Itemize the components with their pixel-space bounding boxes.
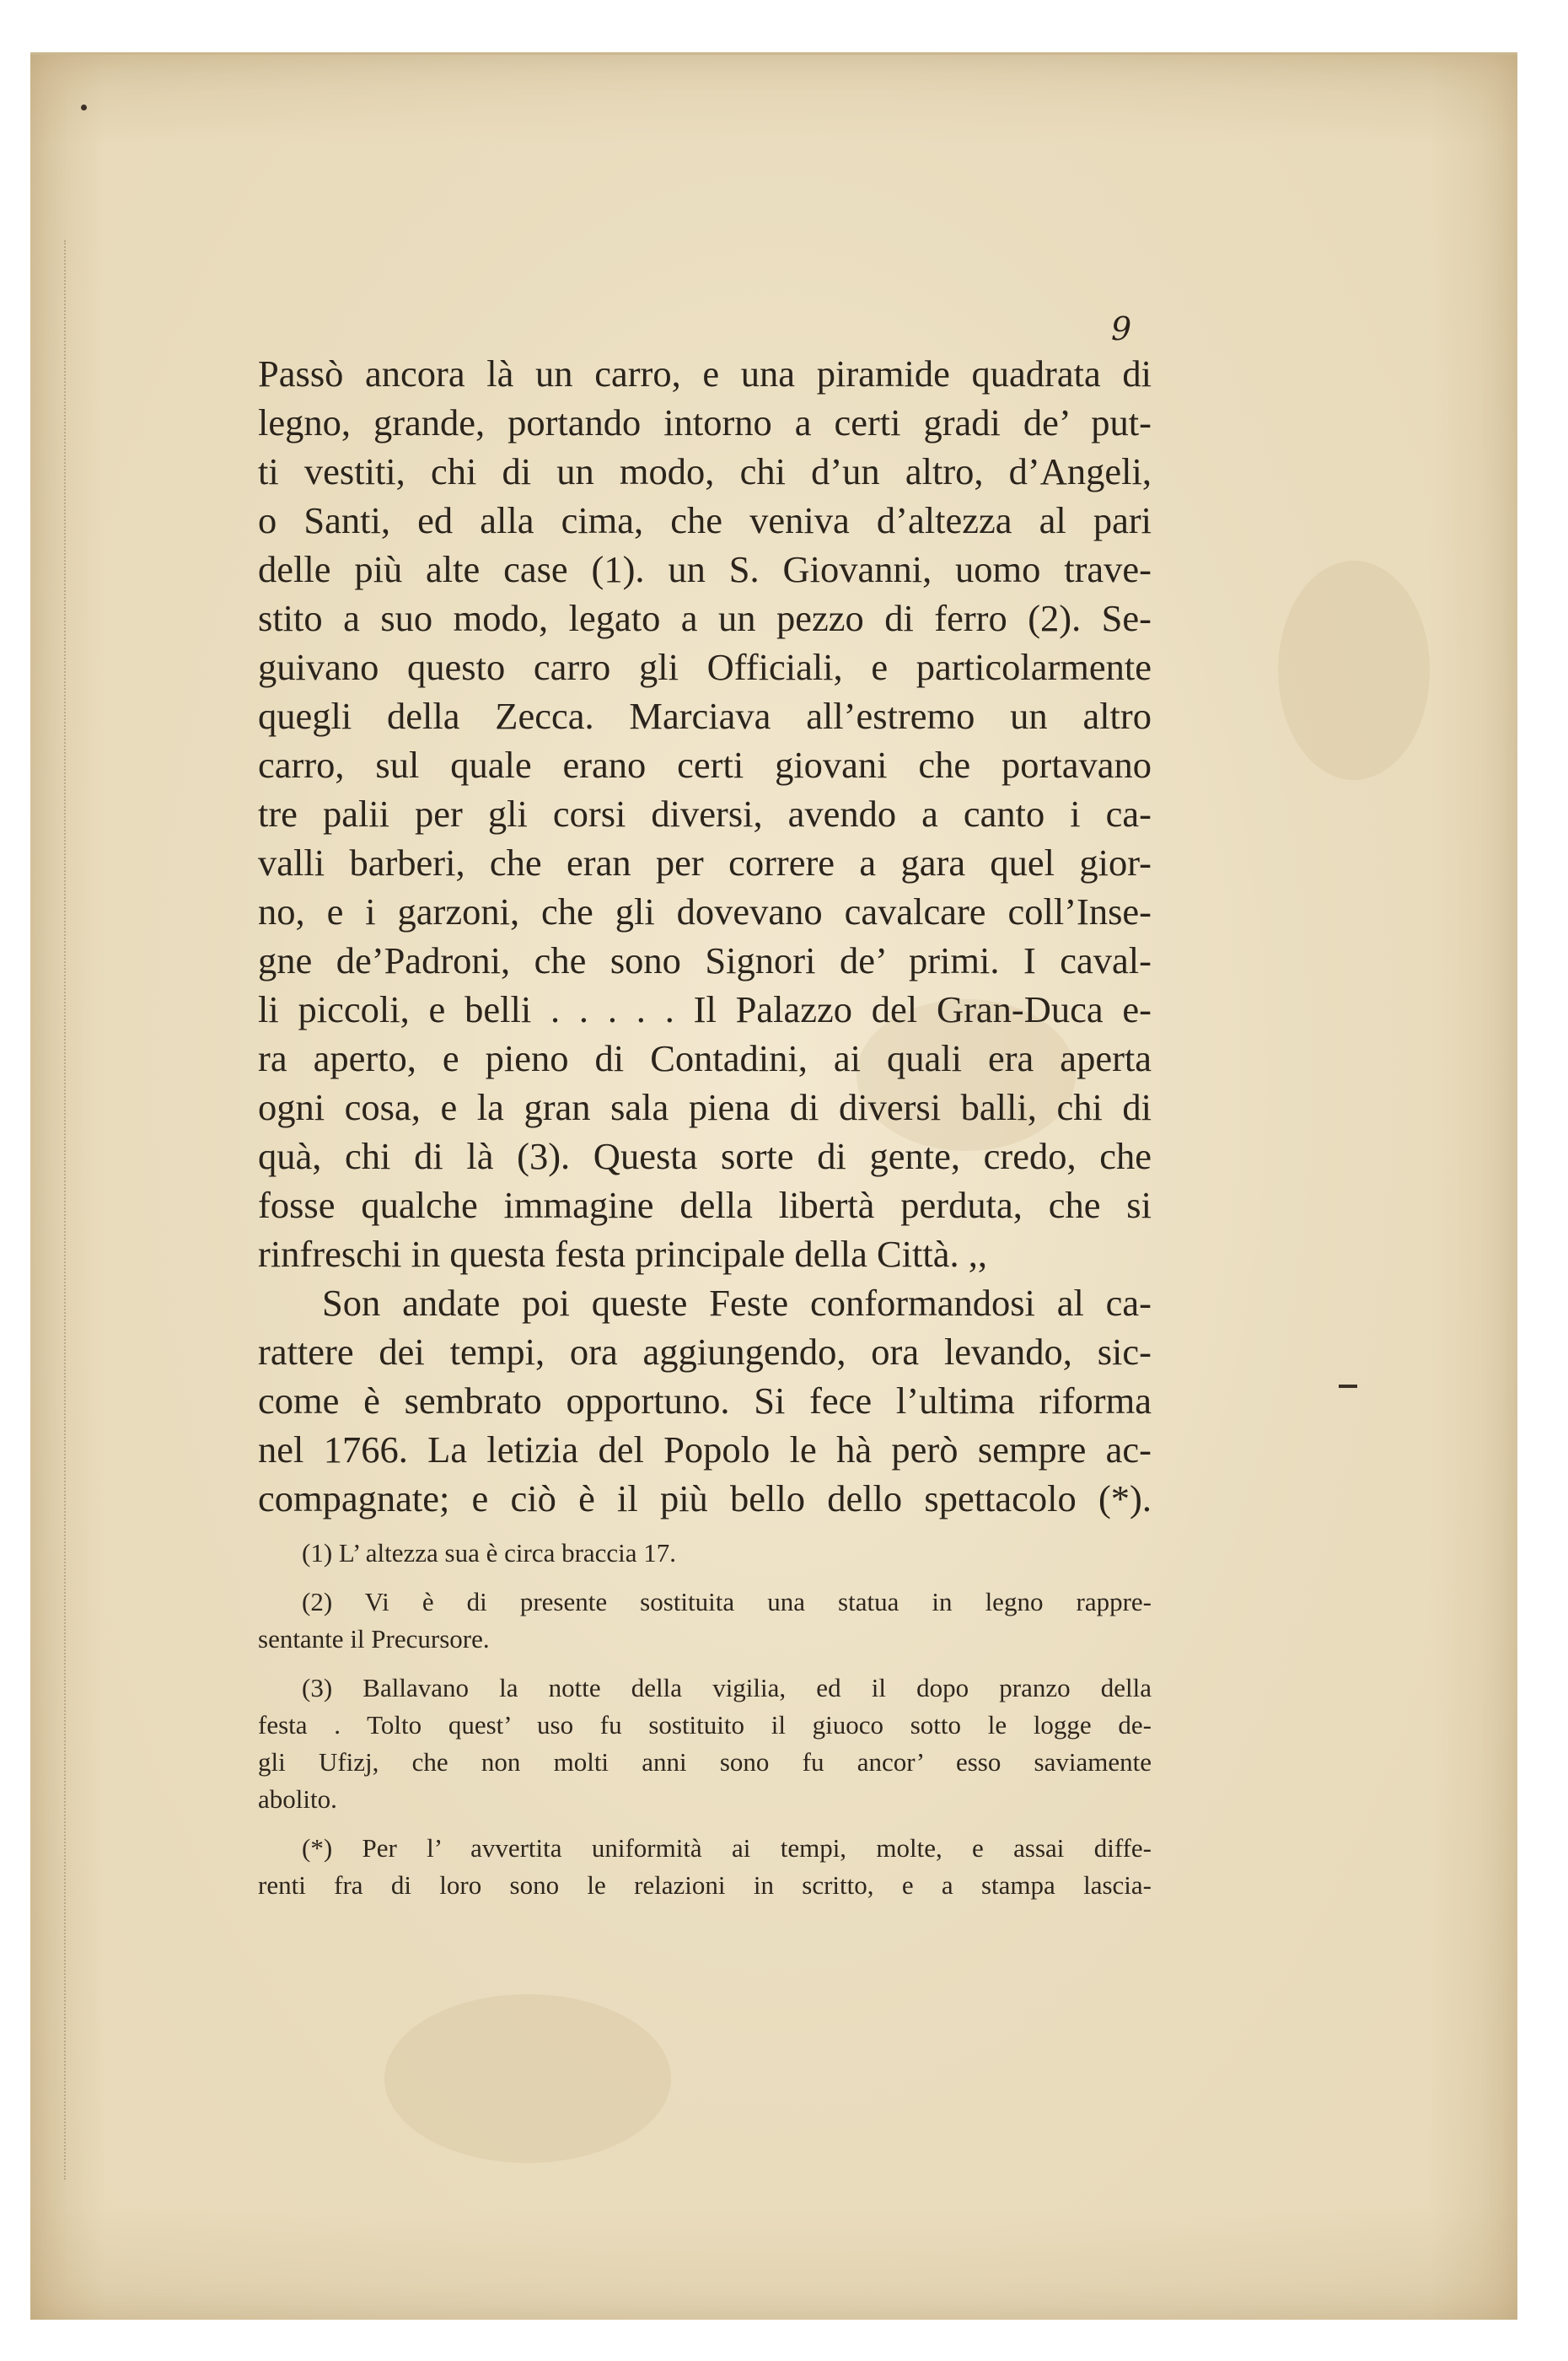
body-line: guivano questo carro gli Officiali, e particolarmente bbox=[258, 646, 1152, 688]
body-line: ra aperto, e pieno di Contadini, ai quali era aperta bbox=[258, 1037, 1152, 1079]
body-line: li piccoli, e belli . . . . . Il Palazzo del Gran-Duca e- bbox=[258, 988, 1152, 1030]
body-line: ti vestiti, chi di un modo, chi d’un altro, d’Angeli, bbox=[258, 450, 1152, 492]
binding-edge bbox=[64, 240, 78, 2180]
body-line: legno, grande, portando intorno a certi gradi de’ put- bbox=[258, 401, 1152, 444]
footnote-line: (2) Vi è di presente sostituita una statua in legno rappre- bbox=[302, 1587, 1152, 1616]
footnote-line: (1) L’ altezza sua è circa braccia 17. bbox=[302, 1538, 677, 1568]
footnote-line: festa . Tolto quest’ uso fu sostituito il giuoco sotto le logge de- bbox=[258, 1710, 1152, 1740]
paper-stain bbox=[1278, 561, 1430, 780]
paper-stain bbox=[384, 1994, 671, 2163]
body-text bbox=[258, 349, 1152, 1523]
page-number: 9 bbox=[1111, 310, 1132, 347]
footnote-3 bbox=[258, 1670, 1152, 1818]
body-line: nel 1766. La letizia del Popolo le hà però sempre ac- bbox=[258, 1428, 1152, 1471]
body-line: Passò ancora là un carro, e una piramide quadrata di bbox=[258, 352, 1152, 395]
footnote-line: (3) Ballavano la notte della vigilia, ed il dopo pranzo della bbox=[302, 1673, 1152, 1702]
footnote-4 bbox=[258, 1830, 1152, 1904]
body-line: compagnate; e ciò è il più bello dello spettacolo (*). bbox=[258, 1477, 1152, 1519]
body-line: valli barberi, che eran per correre a gara quel gior- bbox=[258, 842, 1152, 884]
body-line: delle più alte case (1). un S. Giovanni, uomo trave- bbox=[258, 548, 1152, 590]
footnotes bbox=[258, 1535, 1152, 1916]
body-line: no, e i garzoni, che gli dovevano cavalcare coll’Inse- bbox=[258, 890, 1152, 933]
footnote-line: renti fra di loro sono le relazioni in scritto, e a stampa lascia- bbox=[258, 1870, 1152, 1900]
body-line: come è sembrato opportuno. Si fece l’ultima riforma bbox=[258, 1379, 1152, 1422]
footnote-1 bbox=[258, 1535, 1152, 1572]
body-line: carro, sul quale erano certi giovani che portavano bbox=[258, 744, 1152, 786]
body-line: gne de’Padroni, che sono Signori de’ primi. I caval- bbox=[258, 939, 1152, 982]
margin-dash bbox=[1339, 1385, 1357, 1388]
body-line: ogni cosa, e la gran sala piena di diversi balli, chi di bbox=[258, 1086, 1152, 1128]
body-line: fosse qualche immagine della libertà perduta, che si bbox=[258, 1184, 1152, 1226]
body-line: quà, chi di là (3). Questa sorte di gente, credo, che bbox=[258, 1135, 1152, 1177]
body-line: o Santi, ed alla cima, che veniva d’altezza al pari bbox=[258, 499, 1152, 541]
footnote-2 bbox=[258, 1584, 1152, 1658]
ink-dot bbox=[81, 105, 87, 110]
footnote-line: gli Ufizj, che non molti anni sono fu ancor’ esso saviamente bbox=[258, 1747, 1152, 1777]
body-line: rinfreschi in questa festa principale della Città. ,, bbox=[258, 1233, 987, 1275]
footnote-line: abolito. bbox=[258, 1784, 337, 1814]
footnote-line: sentante il Precursore. bbox=[258, 1624, 490, 1654]
body-line: stito a suo modo, legato a un pezzo di ferro (2). Se- bbox=[258, 597, 1152, 639]
body-line: rattere dei tempi, ora aggiungendo, ora levando, sic- bbox=[258, 1331, 1152, 1373]
body-line: quegli della Zecca. Marciava all’estremo un altro bbox=[258, 695, 1152, 737]
body-line: tre palii per gli corsi diversi, avendo a canto i ca- bbox=[258, 793, 1152, 835]
body-line: Son andate poi queste Feste conformandosi al ca- bbox=[322, 1282, 1152, 1324]
footnote-line: (*) Per l’ avvertita uniformità ai tempi, molte, e assai diffe- bbox=[302, 1833, 1152, 1863]
